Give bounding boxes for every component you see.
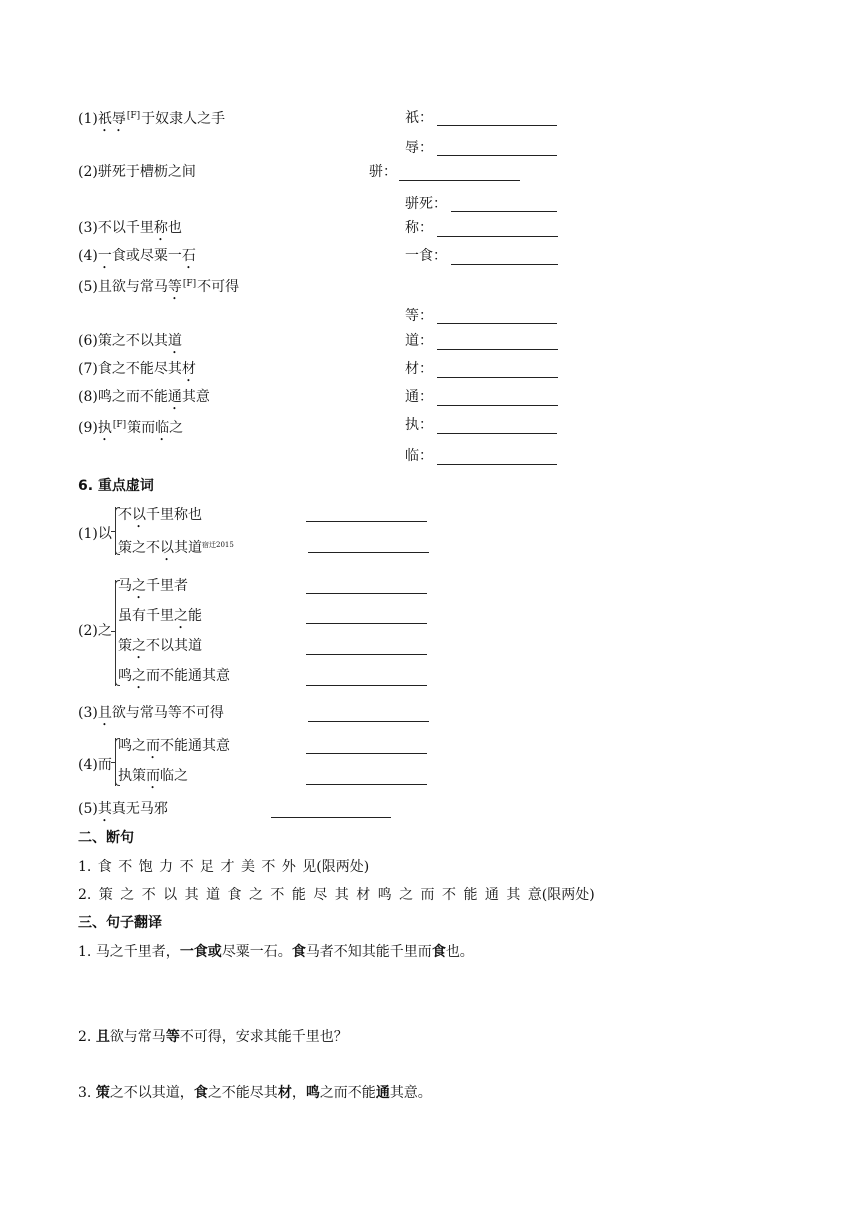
group-brace <box>115 738 116 786</box>
answer-label: 通： <box>405 389 433 405</box>
answer-label: 执： <box>405 417 433 433</box>
phrase: 鸣之而不能通其意 <box>118 738 230 754</box>
item-6: (6)策之不以其道 <box>78 333 182 349</box>
item-3: (3)不以千里称也 <box>78 220 182 236</box>
group-brace <box>115 580 116 686</box>
group-brace <box>115 507 116 555</box>
answer-label: 辱： <box>405 140 433 156</box>
brace-tip <box>111 762 115 763</box>
item-8: (8)鸣之而不能通其意 <box>78 389 210 405</box>
answer-label: 骈： <box>369 164 397 180</box>
item-1: (1)祇辱[F]于奴隶人之手 <box>78 111 226 127</box>
answer-blank[interactable] <box>437 463 557 465</box>
item-5: (5)且欲与常马等[F]不可得 <box>78 279 240 295</box>
answer-blank[interactable] <box>451 210 557 212</box>
item-7: (7)食之不能尽其材 <box>78 361 196 377</box>
answer-blank[interactable] <box>306 622 427 624</box>
brace-tip <box>111 631 115 632</box>
group-label: (1)以 <box>78 526 112 542</box>
item-2: (2)骈死于槽枥之间 <box>78 164 196 180</box>
punctuation-line-1: 1. 食 不 饱 力 不 足 才 美 不 外 见(限两处) <box>78 859 370 875</box>
translation-sentence-2: 2. 且欲与常马等不可得，安求其能千里也？ <box>78 1029 348 1045</box>
answer-blank[interactable] <box>306 783 427 785</box>
answer-blank[interactable] <box>308 551 429 553</box>
section-title: 三、句子翻译 <box>78 915 162 931</box>
group-label: (2)之 <box>78 623 112 639</box>
translation-sentence-1: 1. 马之千里者，一食或尽粟一石。食马者不知其能千里而食也。 <box>78 944 474 960</box>
answer-label: 骈死： <box>405 196 447 212</box>
brace-tip <box>111 531 115 532</box>
answer-blank[interactable] <box>271 816 391 818</box>
answer-blank[interactable] <box>437 154 557 156</box>
group-label: (4)而 <box>78 757 112 773</box>
answer-blank[interactable] <box>437 404 558 406</box>
item-9: (9)执[F]策而临之 <box>78 420 184 436</box>
answer-label: 称： <box>405 220 433 236</box>
answer-blank[interactable] <box>306 592 427 594</box>
answer-blank[interactable] <box>306 653 427 655</box>
answer-label: 一食： <box>405 248 447 264</box>
phrase: (5)其真无马邪 <box>78 801 168 817</box>
answer-blank[interactable] <box>437 124 557 126</box>
item-4: (4)一食或尽粟一石 <box>78 248 196 264</box>
phrase: 策之不以其道 <box>118 638 202 654</box>
section-title: 二、断句 <box>78 830 134 846</box>
answer-blank[interactable] <box>308 720 429 722</box>
answer-label: 临： <box>405 448 433 464</box>
punctuation-line-2: 2. 策 之 不 以 其 道 食 之 不 能 尽 其 材 鸣 之 而 不 能 通 其 意(限两处) <box>78 887 595 903</box>
phrase: 马之千里者 <box>118 578 188 594</box>
answer-blank[interactable] <box>399 179 520 181</box>
phrase: 执策而临之 <box>118 768 188 784</box>
answer-blank[interactable] <box>306 520 427 522</box>
phrase: (3)且欲与常马等不可得 <box>78 705 224 721</box>
answer-blank[interactable] <box>437 235 558 237</box>
answer-blank[interactable] <box>437 322 557 324</box>
phrase: 策之不以其道$^{宿迁2015}$ <box>118 540 234 556</box>
answer-blank[interactable] <box>306 684 427 686</box>
phrase: 鸣之而不能通其意 <box>118 668 230 684</box>
answer-label: 材： <box>405 361 433 377</box>
answer-blank[interactable] <box>437 348 558 350</box>
answer-label: 道： <box>405 333 433 349</box>
phrase: 不以千里称也 <box>118 507 202 523</box>
section-title: 6. 重点虚词 <box>78 478 154 494</box>
answer-label: 祇： <box>405 110 433 126</box>
answer-blank[interactable] <box>437 376 558 378</box>
phrase: 虽有千里之能 <box>118 608 202 624</box>
answer-blank[interactable] <box>437 432 557 434</box>
translation-sentence-3: 3. 策之不以其道，食之不能尽其材，鸣之而不能通其意。 <box>78 1085 432 1101</box>
answer-blank[interactable] <box>451 263 558 265</box>
answer-label: 等： <box>405 308 433 324</box>
answer-blank[interactable] <box>306 752 427 754</box>
